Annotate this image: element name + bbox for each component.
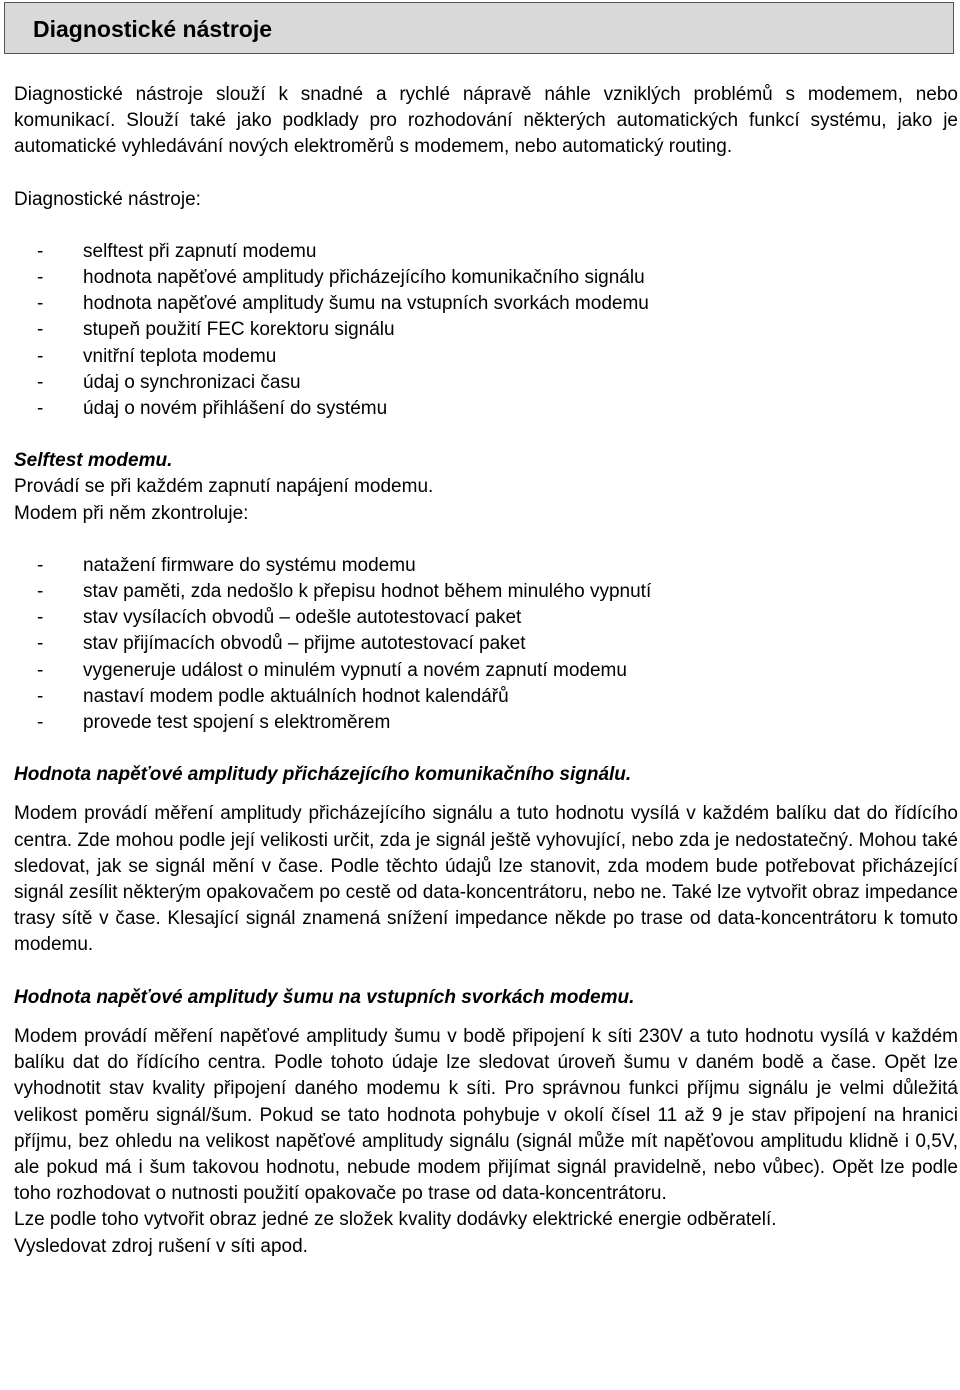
list-item: - stav přijímacích obvodů – přijme autotestovací paket	[14, 631, 958, 657]
selftest-list	[14, 553, 958, 736]
document-body	[14, 82, 958, 1260]
list-item: - stupeň použití FEC korektoru signálu	[14, 317, 958, 343]
tools-label: Diagnostické nástroje:	[14, 188, 201, 210]
selftest-line-2: Modem při něm zkontroluje:	[14, 502, 249, 524]
intro-paragraph: Diagnostické nástroje slouží k snadné a rychlé nápravě náhle vzniklých problémů s modemem, nebo komunikací. Slouží také jako podklady pro rozhodování některých automatických funkcí systému, jako je automatické vyhledávání nových elektroměrů s modemem, nebo automatický routing.	[14, 84, 958, 158]
selftest-line-1: Provádí se při každém zapnutí napájení modemu.	[14, 476, 434, 498]
list-item: - stav paměti, zda nedošlo k přepisu hodnot během minulého vypnutí	[14, 579, 958, 605]
list-item: - údaj o novém přihlášení do systému	[14, 396, 958, 422]
noise-line-2: Vysledovat zdroj rušení v síti apod.	[14, 1235, 308, 1257]
noise-line-1: Lze podle toho vytvořit obraz jedné ze složek kvality dodávky elektrické energie odběratelí.	[14, 1209, 777, 1231]
list-item: - vygeneruje událost o minulém vypnutí a novém zapnutí modemu	[14, 658, 958, 684]
signal-paragraph: Modem provádí měření amplitudy přicházejícího signálu a tuto hodnotu vysílá v každém balíku dat do řídícího centra. Zde mohou podle její velikosti určit, zda je signál ještě vyhovující, nebo zda je nedostatečný. Mohou také sledovat, jak se signál mění v čase. Podle těchto údajů lze stanovit, zda modem bude potřebovat přicházející signál zesílit některým opakovačem po cestě od data-koncentrátoru, nebo ne. Také lze vytvořit obraz impedance trasy sítě v čase. Klesající signál znamená snížení impedance někde po trase od data-koncentrátoru k tomuto modemu.	[14, 803, 958, 956]
list-item: - natažení firmware do systému modemu	[14, 553, 958, 579]
signal-heading: Hodnota napěťové amplitudy přicházejícího komunikačního signálu.	[14, 764, 632, 786]
page-title: Diagnostické nástroje	[33, 16, 273, 42]
list-item: - vnitřní teplota modemu	[14, 344, 958, 370]
list-item: - nastaví modem podle aktuálních hodnot kalendářů	[14, 684, 958, 710]
noise-heading: Hodnota napěťové amplitudy šumu na vstupních svorkách modemu.	[14, 986, 635, 1008]
noise-paragraph: Modem provádí měření napěťové amplitudy šumu v bodě připojení k síti 230V a tuto hodnotu vysílá v každém balíku dat do řídícího centra. Podle tohoto údaje lze sledovat úroveň šumu v daném bodě a čase. Opět lze vyhodnotit stav kvality připojení daného modemu k síti. Pro správnou funkci příjmu signálu je velmi důležitá velikost poměru signál/šum. Pokud se tato hodnota pohybuje v okolí čísel 11 až 9 je stav připojení na hranici příjmu, bez ohledu na velikost napěťové amplitudy signálu (signál může mít napěťovou amplitudu klidně i 0,5V, ale pokud má i šum takovou hodnotu, nebude modem přijímat signál pravidelně, nebo vůbec). Opět lze podle toho rozhodovat o nutnosti použití opakovače po trase od data-koncentrátoru.	[14, 1025, 958, 1205]
list-item: - selftest při zapnutí modemu	[14, 239, 958, 265]
list-item: - provede test spojení s elektroměrem	[14, 710, 958, 736]
list-item: - hodnota napěťové amplitudy přicházejícího komunikačního signálu	[14, 265, 958, 291]
list-item: - hodnota napěťové amplitudy šumu na vstupních svorkách modemu	[14, 291, 958, 317]
list-item: - údaj o synchronizaci času	[14, 370, 958, 396]
list-item: - stav vysílacích obvodů – odešle autotestovací paket	[14, 605, 958, 631]
title-bar	[4, 2, 954, 54]
selftest-heading: Selftest modemu.	[14, 450, 173, 472]
tools-list	[14, 239, 958, 422]
